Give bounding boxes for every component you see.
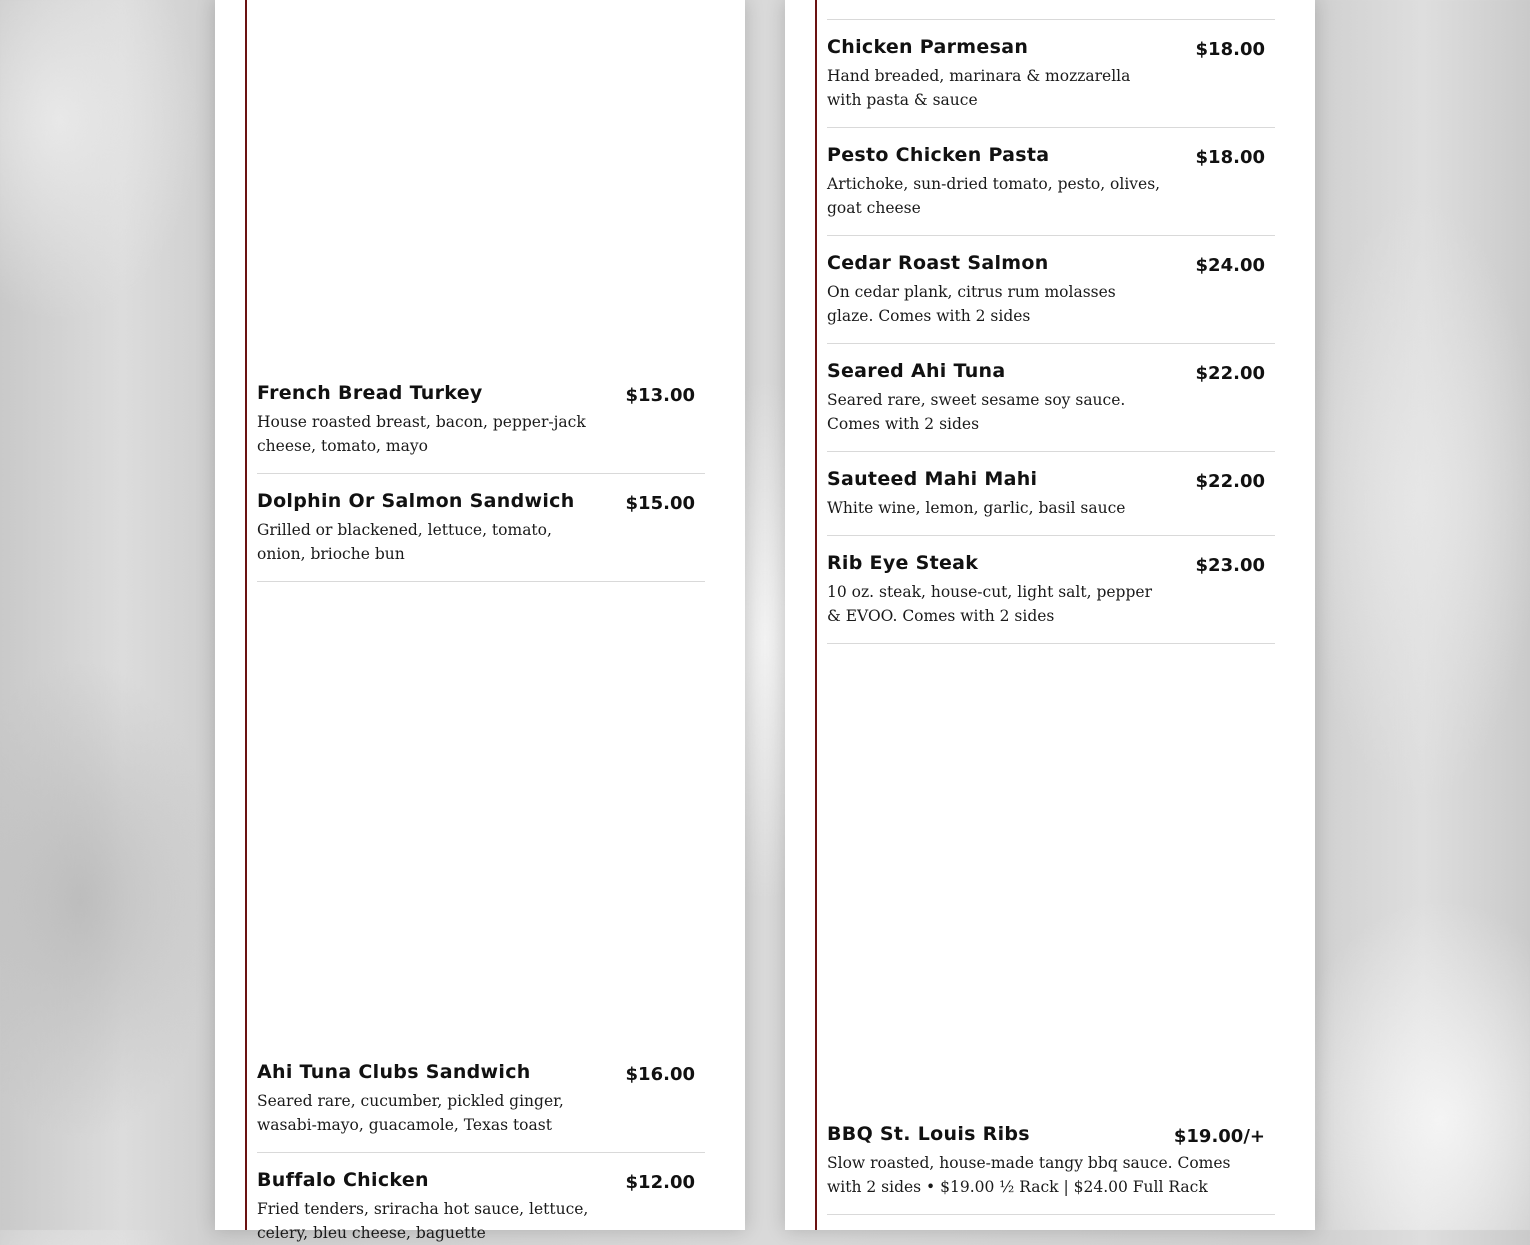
menu-item-description: Seared rare, cucumber, pickled ginger, wasabi-mayo, guacamole, Texas toast xyxy=(257,1092,564,1134)
menu-item-divider xyxy=(827,343,1275,344)
menu-item-description: Artichoke, sun-dried tomato, pesto, olives, goat cheese xyxy=(827,175,1161,217)
menu-item-description: Grilled or blackened, lettuce, tomato, onion, brioche bun xyxy=(257,521,552,563)
menu-item-price: $24.00 xyxy=(1195,255,1265,276)
menu-item-description: Fried tenders, sriracha hot sauce, lettuce, celery, bleu cheese, baguette xyxy=(257,1200,589,1242)
menu-item-divider xyxy=(827,535,1275,536)
menu-item-price: $22.00 xyxy=(1195,363,1265,384)
menu-item-price: $12.00 xyxy=(625,1172,695,1193)
menu-item-divider xyxy=(827,643,1275,644)
menu-item-divider xyxy=(257,473,705,474)
menu-item-chicken-parmesan xyxy=(827,34,1275,128)
menu-item-price: $23.00 xyxy=(1195,555,1265,576)
menu-item-price: $18.00 xyxy=(1195,147,1265,168)
menu-item-divider xyxy=(827,127,1275,128)
menu-item-rib-eye-steak xyxy=(827,550,1275,644)
menu-item-name: Chicken Parmesan xyxy=(827,36,1029,58)
menu-item-price: $22.00 xyxy=(1195,471,1265,492)
menu-item-divider xyxy=(827,451,1275,452)
menu-item-seared-ahi-tuna xyxy=(827,358,1275,452)
menu-panel-left xyxy=(215,0,745,1242)
menu-item-description: 10 oz. steak, house-cut, light salt, pepper & EVOO. Comes with 2 sides xyxy=(827,583,1152,625)
menu-item-price: $13.00 xyxy=(625,385,695,406)
menu-item-name: Pesto Chicken Pasta xyxy=(827,144,1050,166)
menu-item-french-bread-turkey xyxy=(257,380,705,474)
panel-accent-rule xyxy=(245,0,247,1230)
menu-item-name: Cedar Roast Salmon xyxy=(827,252,1049,274)
menu-item-description: On cedar plank, citrus rum molasses glaze. Comes with 2 sides xyxy=(827,283,1116,325)
menu-item-divider xyxy=(827,19,1275,20)
menu-item-sauteed-mahi-mahi xyxy=(827,466,1275,536)
menu-item-bbq-st-louis-ribs xyxy=(827,1121,1275,1215)
menu-item-divider xyxy=(257,581,705,582)
menu-item-name: Dolphin Or Salmon Sandwich xyxy=(257,490,575,512)
menu-item-price: $18.00 xyxy=(1195,39,1265,60)
menu-item-name: Sauteed Mahi Mahi xyxy=(827,468,1038,490)
menu-item-name: BBQ St. Louis Ribs xyxy=(827,1123,1030,1145)
panel-accent-rule xyxy=(815,0,817,1230)
menu-item-description: Seared rare, sweet sesame soy sauce. Comes with 2 sides xyxy=(827,391,1126,433)
menu-item-description: House roasted breast, bacon, pepper-jack cheese, tomato, mayo xyxy=(257,413,586,455)
menu-item-ahi-tuna-clubs-sandwich xyxy=(257,1059,705,1153)
menu-item-name: Buffalo Chicken xyxy=(257,1169,429,1191)
menu-item-description: Slow roasted, house-made tangy bbq sauce. Comes with 2 sides • $19.00 ½ Rack | $24.00 Full Rack xyxy=(827,1154,1231,1196)
menu-item-cedar-roast-salmon xyxy=(827,250,1275,344)
menu-item-description: Hand breaded, marinara & mozzarella with pasta & sauce xyxy=(827,67,1131,109)
menu-item-name: Ahi Tuna Clubs Sandwich xyxy=(257,1061,531,1083)
menu-item-divider xyxy=(827,235,1275,236)
menu-item-price: $15.00 xyxy=(625,493,695,514)
menu-item-pesto-chicken-pasta xyxy=(827,142,1275,236)
menu-panel-right xyxy=(785,0,1315,1230)
menu-item-buffalo-chicken xyxy=(257,1167,705,1242)
menu-item-divider xyxy=(827,1214,1275,1215)
menu-item-name: Rib Eye Steak xyxy=(827,552,979,574)
menu-item-name: Seared Ahi Tuna xyxy=(827,360,1006,382)
menu-item-price: $16.00 xyxy=(625,1064,695,1085)
menu-item-divider xyxy=(257,1152,705,1153)
menu-item-description: White wine, lemon, garlic, basil sauce xyxy=(827,499,1126,517)
menu-item-price: $19.00/+ xyxy=(1173,1126,1265,1147)
menu-item-dolphin-or-salmon-sandwich xyxy=(257,488,705,582)
menu-item-name: French Bread Turkey xyxy=(257,382,483,404)
